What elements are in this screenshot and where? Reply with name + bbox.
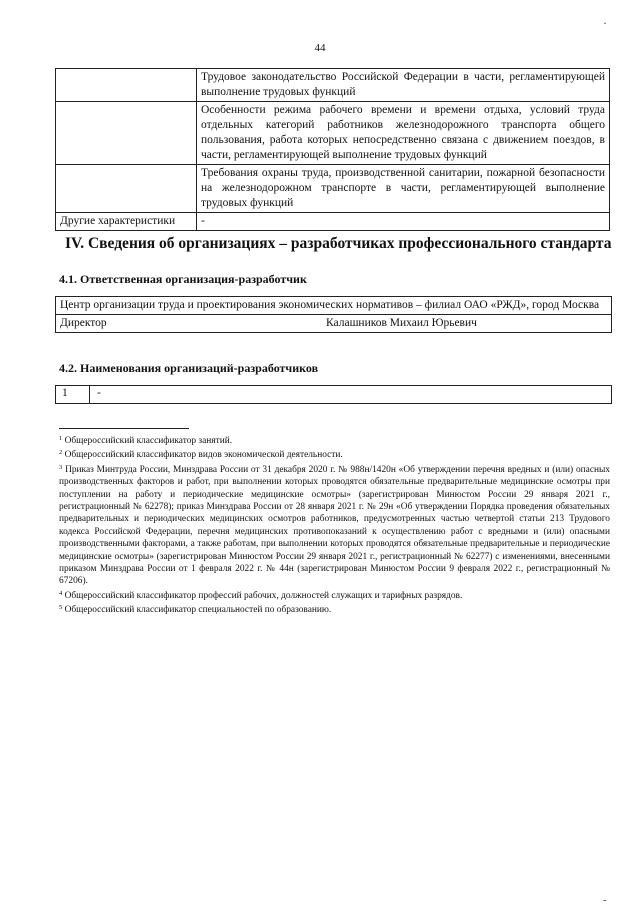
table-cell-right: Особенности режима рабочего времени и времени отдыха, условий труда отдельных категорий работников железнодорожного транспорта общего пользования, работа которых непосредственно связана с движением поездов, в части, регламентирующей выполнение трудовых функций xyxy=(197,102,610,165)
head-role: Директор xyxy=(60,317,107,329)
organization-head-row xyxy=(56,314,611,332)
organization-table xyxy=(55,296,612,333)
footnote: $^1$ Общероссийский классификатор занятий. xyxy=(59,435,233,446)
table-cell-right: Требования охраны труда, производственной санитарии, пожарной безопасности на железнодорожном транспорте в части, регламентирующей выполнение трудовых функций xyxy=(197,165,610,213)
scan-mark: · xyxy=(603,16,607,30)
table-cell-left xyxy=(56,69,197,102)
footnote: $^4$ Общероссийский классификатор профессий рабочих, должностей служащих и тарифных разрядов. xyxy=(59,589,463,601)
table-cell-right: - xyxy=(197,213,610,231)
table-row xyxy=(56,69,610,102)
organization-name: Центр организации труда и проектирования экономических нормативов – филиал ОАО «РЖД», город Москва xyxy=(60,299,600,311)
table-cell-right: Трудовое законодательство Российской Федерации в части, регламентирующей выполнение трудовых функций xyxy=(197,69,610,102)
table-row xyxy=(56,102,610,165)
table-row xyxy=(56,165,610,213)
developers-table xyxy=(55,385,612,404)
characteristics-table xyxy=(55,68,610,231)
section-title: IV. Сведения об организациях – разработчиках профессионального стандарта xyxy=(65,235,612,252)
footnote: $^5$ Общероссийский классификатор специальностей по образованию. xyxy=(59,604,332,616)
footnote: $^2$ Общероссийский классификатор видов экономической деятельности. xyxy=(59,449,343,461)
table-row xyxy=(56,213,610,231)
table-cell-left: Другие характеристики xyxy=(56,213,197,231)
page-number: 44 xyxy=(314,42,326,54)
table-cell-left xyxy=(56,165,197,213)
footnotes xyxy=(59,433,610,617)
table-cell-left xyxy=(56,102,197,165)
subsection-title-developers: 4.2. Наименования организаций-разработчиков xyxy=(59,361,319,375)
head-name: Калашников Михаил Юрьевич xyxy=(326,317,477,329)
column-divider xyxy=(89,386,90,403)
subsection-title-responsible: 4.1. Ответственная организация-разработчик xyxy=(59,272,307,286)
footnote-separator xyxy=(59,428,189,429)
scan-mark: - xyxy=(603,895,607,906)
footnote: $^3$ Приказ Минтруда России, Минздрава России от 31 декабря 2020 г. № 988н/1420н «Об утверждении перечня вредных и (или) опасных производственных факторов и работ, при выполнении которых проводятся обязательные предварительные медицинские осмотры при поступлении на работу и периодические медицинские осмотры» (зарегистрирован Минюстом России 29 января 2021 г., регистрационный № 62278); приказ Минздрава России от 28 января 2021 г. № 29н «Об утверждении Порядка проведения обязательных предварительных и периодических медицинских осмотров работников, предусмотренных частью четвертой статьи 213 Трудового кодекса Российской Федерации, перечня медицинских противопоказаний к осуществлению работ с вредными и (или) опасными производственными факторами, а также работам, при выполнении которых проводятся обязательные предварительные и периодические медицинские осмотры» (зарегистрирован Минюстом России 29 января 2021 г., регистрационный № 62277) с изменениями, внесенными приказом Минздрава России от 1 февраля 2022 г. № 44н (зарегистрирован Минюстом России 9 февраля 2022 г., регистрационный № 67206). xyxy=(59,463,610,587)
developer-number: 1 xyxy=(62,387,68,399)
developer-name: - xyxy=(97,387,101,399)
